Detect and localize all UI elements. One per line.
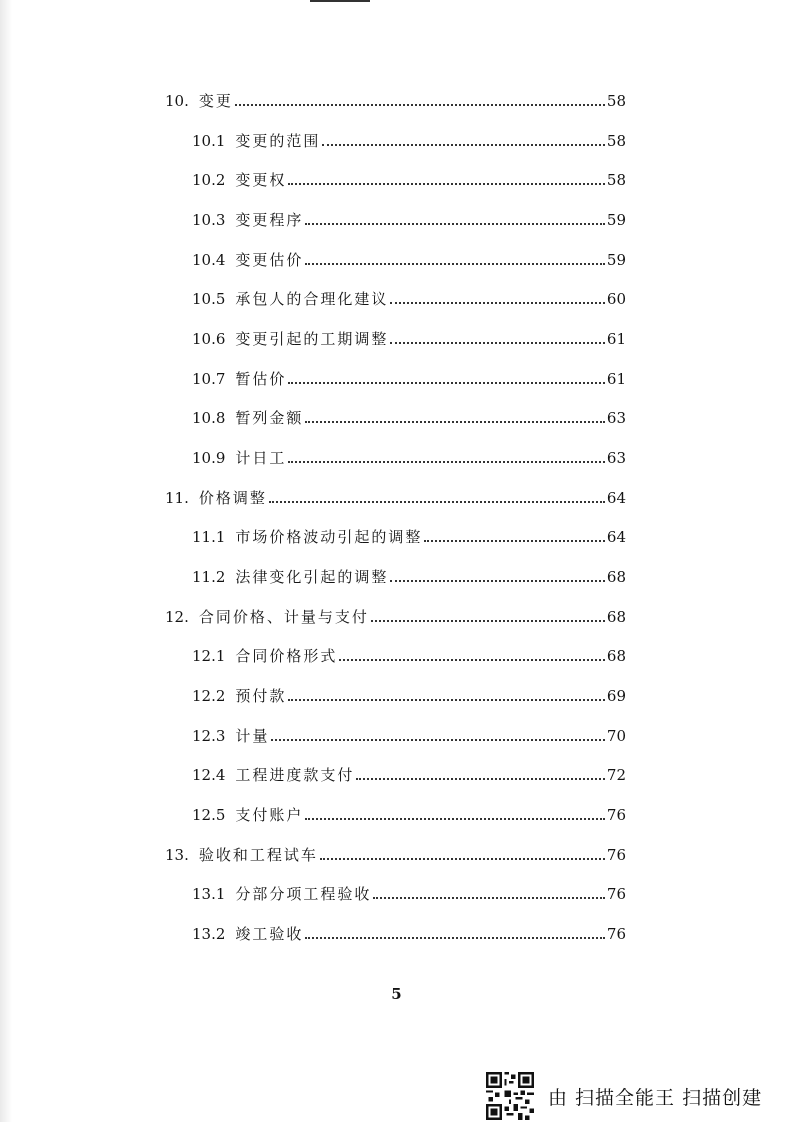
toc-dot-leader [305, 818, 604, 820]
toc-entry-title: 工程进度款支付 [235, 766, 355, 785]
watermark-text: 由 扫描全能王 扫描创建 [548, 1086, 763, 1109]
toc-entry-page: 76 [606, 925, 626, 944]
toc-entry-page: 61 [606, 330, 626, 348]
toc-entry-page: 70 [606, 726, 626, 745]
toc-entry-number: 10.9 [192, 449, 226, 467]
toc-entry-page: 64 [606, 528, 626, 547]
toc-entry-number: 10.2 [192, 171, 226, 190]
toc-entry-page: 64 [606, 488, 626, 507]
toc-entry [192, 405, 626, 427]
toc-entry-title: 市场价格波动引起的调整 [235, 528, 423, 547]
toc-entry-number: 12.4 [192, 766, 226, 785]
toc-entry-title: 变更程序 [235, 211, 304, 229]
toc-dot-leader [305, 223, 604, 225]
toc-dot-leader [390, 580, 604, 582]
toc-entry-title: 变更 [198, 92, 233, 110]
toc-entry-title: 预付款 [235, 687, 287, 706]
toc-entry-page: 59 [606, 211, 626, 229]
toc-dot-leader [373, 897, 604, 899]
toc-entry-number: 13. [165, 845, 189, 864]
toc-entry [192, 445, 626, 467]
toc-entry [192, 207, 626, 229]
toc-entry-number: 12.3 [192, 726, 226, 745]
toc-entry-title: 价格调整 [198, 488, 267, 507]
toc-entry [192, 564, 626, 586]
toc-entry-page: 69 [606, 687, 626, 706]
toc-entry-number: 12. [165, 607, 189, 626]
toc-entry-page: 63 [606, 449, 626, 467]
toc-entry-title: 变更估价 [235, 250, 304, 269]
toc-entry-title: 分部分项工程验收 [235, 885, 372, 904]
toc-entry-number: 10.7 [192, 369, 226, 388]
toc-dot-leader [305, 263, 604, 265]
toc-dot-leader [269, 501, 605, 503]
toc-entry-page: 59 [606, 250, 626, 269]
toc-entry-title: 支付账户 [235, 806, 304, 825]
toc-entry [192, 366, 626, 388]
toc-dot-leader [235, 104, 605, 106]
toc-entry-title: 计日工 [235, 449, 287, 467]
toc-entry-page: 76 [606, 806, 626, 825]
toc-entry-number: 12.1 [192, 647, 226, 666]
toc-entry-title: 暂估价 [235, 369, 287, 388]
toc-dot-leader [356, 778, 604, 780]
toc-entry [165, 485, 626, 507]
toc-entry-page: 58 [606, 131, 626, 150]
toc-dot-leader [288, 461, 604, 463]
toc-entry [192, 723, 626, 745]
toc-entry-title: 变更的范围 [235, 131, 321, 150]
toc-entry-title: 变更引起的工期调整 [235, 330, 389, 348]
toc-entry-title: 验收和工程试车 [198, 845, 318, 864]
toc-dot-leader [305, 421, 604, 423]
toc-entry-title: 计量 [235, 726, 270, 745]
toc-entry-number: 10.3 [192, 211, 226, 229]
toc-entry-title: 暂列金额 [235, 409, 304, 428]
toc-entry [165, 604, 626, 626]
toc-entry-page: 68 [606, 607, 626, 626]
toc-entry [192, 524, 626, 546]
toc-entry-number: 11.1 [192, 528, 226, 547]
toc-entry [192, 167, 626, 189]
toc-entry-page: 58 [606, 171, 626, 190]
toc-entry [192, 643, 626, 665]
toc-entry [165, 842, 626, 864]
toc-entry [192, 802, 626, 824]
toc-entry-number: 10. [165, 92, 189, 110]
toc-entry-title: 法律变化引起的调整 [235, 568, 389, 586]
toc-entry [192, 921, 626, 943]
toc-entry [192, 247, 626, 269]
toc-entry-number: 12.2 [192, 687, 226, 706]
toc-entry-number: 10.4 [192, 250, 226, 269]
scanner-watermark [486, 1070, 762, 1122]
toc-entry-number: 13.2 [192, 925, 226, 944]
toc-entry-page: 61 [606, 369, 626, 388]
toc-dot-leader [320, 858, 605, 860]
toc-entry [192, 326, 626, 348]
toc-entry-page: 76 [606, 845, 626, 864]
toc-entry-number: 12.5 [192, 806, 226, 825]
toc-dot-leader [288, 382, 604, 384]
toc-dot-leader [305, 937, 604, 939]
toc-dot-leader [390, 342, 604, 344]
toc-dot-leader [390, 302, 604, 304]
toc-entry [192, 683, 626, 705]
toc-entry-title: 合同价格形式 [235, 647, 338, 666]
toc-entry [165, 88, 626, 110]
toc-entry-number: 11.2 [192, 568, 226, 586]
toc-entry-title: 合同价格、计量与支付 [198, 607, 369, 626]
toc-dot-leader [339, 659, 604, 661]
toc-entry [192, 881, 626, 903]
toc-dot-leader [288, 183, 604, 185]
toc-dot-leader [424, 540, 604, 542]
toc-entry [192, 762, 626, 784]
toc-dot-leader [322, 144, 604, 146]
toc-entry-page: 68 [606, 568, 626, 586]
toc-entry [192, 286, 626, 308]
page-number: 5 [391, 985, 402, 1003]
toc-entry-number: 10.5 [192, 290, 226, 309]
toc-entry-number: 10.6 [192, 330, 226, 348]
toc-entry-number: 10.1 [192, 131, 226, 150]
toc-entry-title: 竣工验收 [235, 925, 304, 944]
toc-entry-page: 60 [606, 290, 626, 309]
toc-entry-number: 10.8 [192, 409, 226, 428]
toc-entry-page: 58 [606, 92, 626, 110]
toc-entry-number: 11. [165, 488, 189, 507]
toc-dot-leader [271, 739, 604, 741]
toc-entry-page: 76 [606, 885, 626, 904]
toc-entry-number: 13.1 [192, 885, 226, 904]
toc-entry-title: 承包人的合理化建议 [235, 290, 389, 309]
qr-code-icon [486, 1072, 534, 1120]
toc-entry-title: 变更权 [235, 171, 287, 190]
toc-entry [192, 128, 626, 150]
toc-dot-leader [288, 699, 604, 701]
toc-entry-page: 63 [606, 409, 626, 428]
toc-entry-page: 72 [606, 766, 626, 785]
toc-entry-page: 68 [606, 647, 626, 666]
toc-dot-leader [371, 620, 605, 622]
